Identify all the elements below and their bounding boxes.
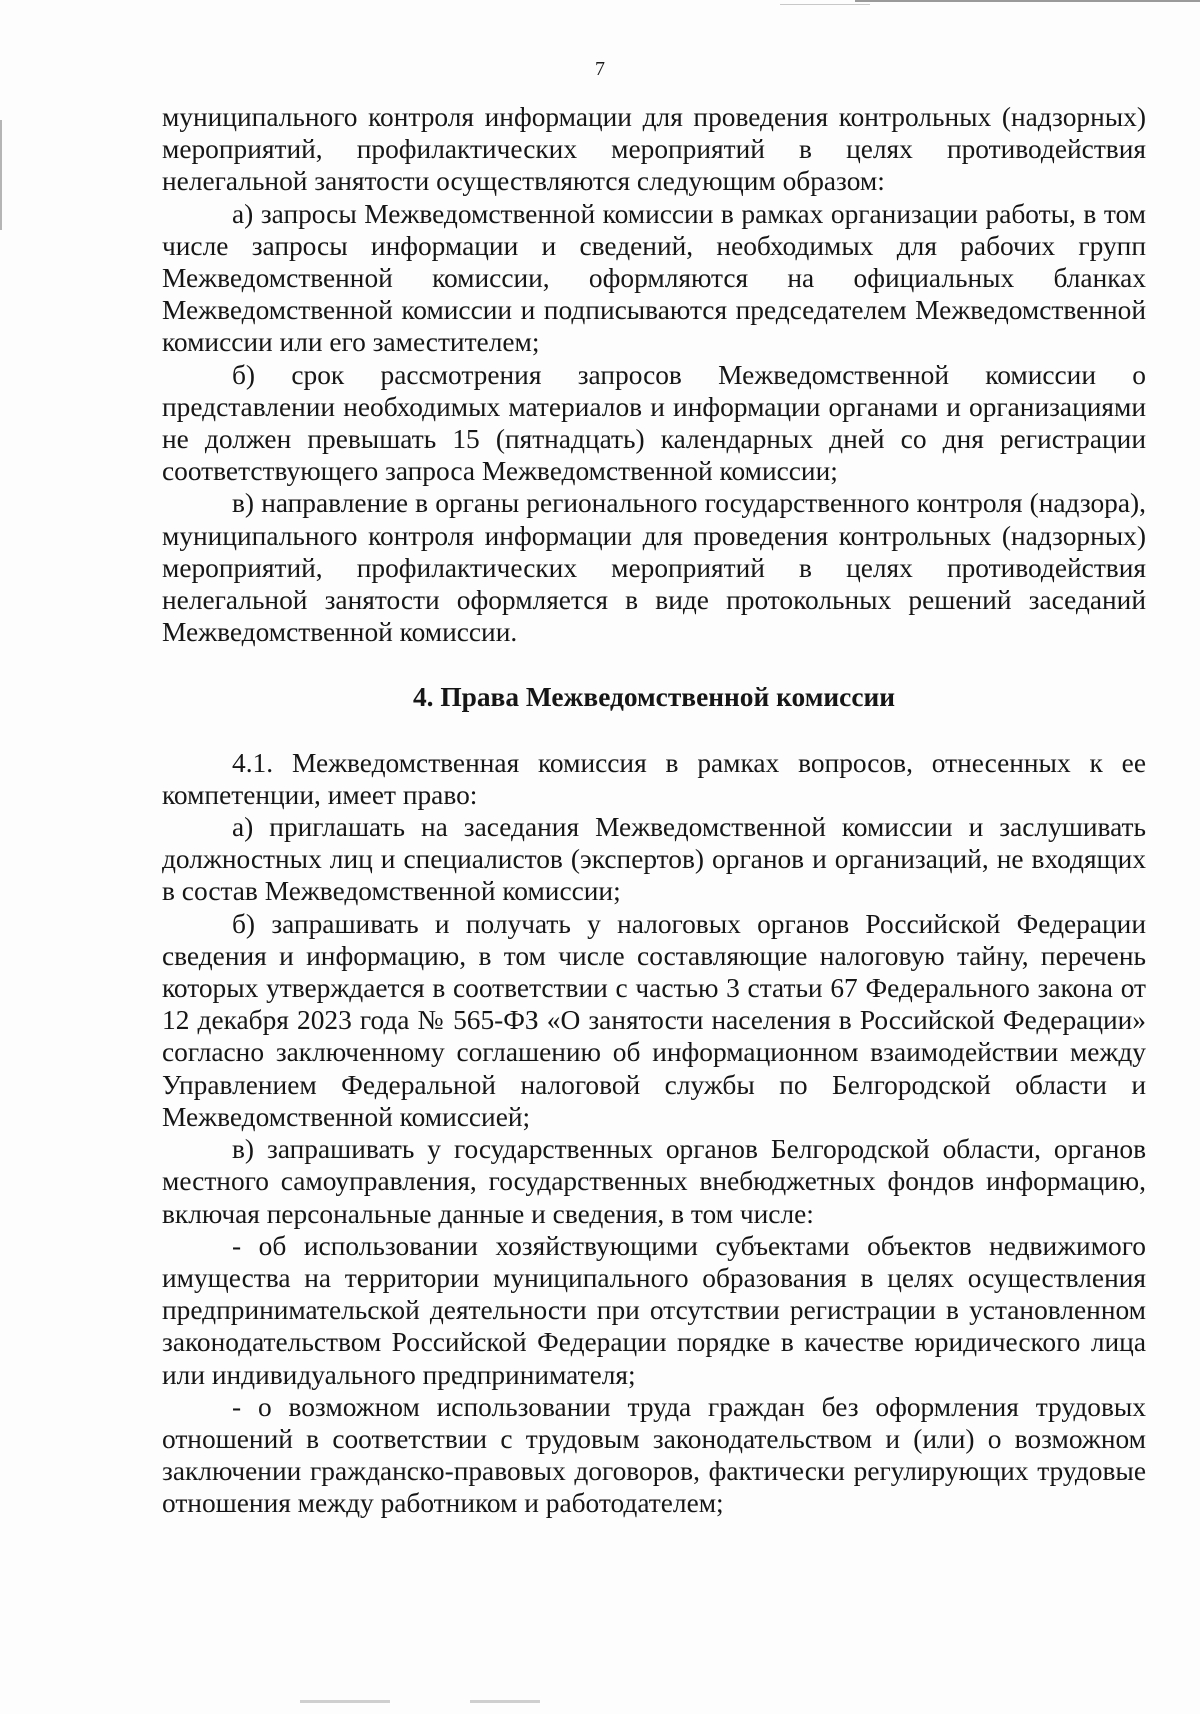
paragraph: а) запросы Межведомственной комиссии в рамках организации работы, в том числе запросы информации и сведений, необходимых для рабочих групп Межведомственной комиссии, оформляются на официальных бланках Межведомственной комиссии и подписываются председателем Межведомственной комиссии или его заместителем; [162, 198, 1146, 358]
paragraph: в) направление в органы регионального государственного контроля (надзора), муниципального контроля информации для проведения контрольных (надзорных) мероприятий, профилактических мероприятий в целях противодействия нелегальной занятости оформляется в виде протокольных решений заседаний Межведомственной комиссии. [162, 488, 1146, 648]
paragraph: б) запрашивать и получать у налоговых органов Российской Федерации сведения и информацию, в том числе составляющие налоговую тайну, перечень которых утверждается в соответствии с частью 3 статьи 67 Федерального закона от 12 декабря 2023 года № 565-ФЗ «О занятости населения в Российской Федерации» согласно заключенному соглашению об информационном взаимодействии между Управлением Федеральной налоговой службы по Белгородской области и Межведомственной комиссией; [162, 908, 1146, 1132]
scan-bottom-artifact [300, 1700, 660, 1706]
page-number: 7 [595, 58, 605, 80]
paragraph: муниципального контроля информации для проведения контрольных (надзорных) мероприятий, профилактических мероприятий в целях противодействия нелегальной занятости осуществляются следующим образом: [162, 102, 1146, 197]
scan-edge-artifact [780, 4, 870, 5]
list-item: - о возможном использовании труда граждан без оформления трудовых отношений в соответствии с трудовым законодательством и (или) о возможном заключении гражданско-правовых договоров, фактически регулирующих трудовые отношения между работником и работодателем; [162, 1391, 1146, 1519]
scan-edge-artifact [0, 120, 2, 230]
paragraph: а) приглашать на заседания Межведомственной комиссии и заслушивать должностных лиц и специалистов (экспертов) органов и организаций, не входящих в состав Межведомственной комиссии; [162, 812, 1146, 907]
paragraph: в) запрашивать у государственных органов Белгородской области, органов местного самоуправления, государственных внебюджетных фондов информацию, включая персональные данные и сведения, в том числе: [162, 1134, 1146, 1229]
paragraph: 4.1. Межведомственная комиссия в рамках вопросов, отнесенных к ее компетенции, имеет право: [162, 747, 1146, 810]
list-item: - об использовании хозяйствующими субъектами объектов недвижимого имущества на территории муниципального образования в целях осуществления предпринимательской деятельности при отсутствии регистрации в установленном законодательством Российской Федерации порядке в качестве юридического лица или индивидуального предпринимателя; [162, 1230, 1146, 1390]
paragraph: б) срок рассмотрения запросов Межведомственной комиссии о представлении необходимых материалов и информации органами и организациями не должен превышать 15 (пятнадцать) календарных дней со дня регистрации соответствующего запроса Межведомственной комиссии; [162, 359, 1146, 487]
document-body [162, 101, 1146, 1520]
scan-edge-artifact [855, 0, 1200, 2]
section-title: 4. Права Межведомственной комиссии [412, 682, 896, 713]
